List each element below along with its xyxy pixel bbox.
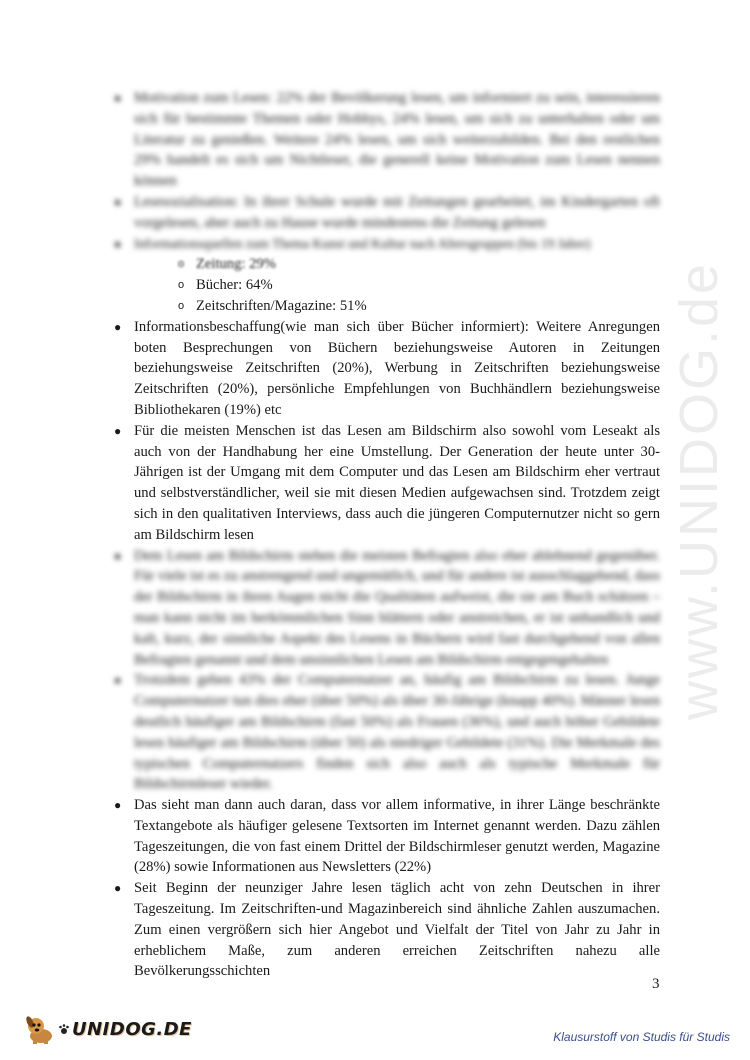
list-item-text: Informationsquellen zum Thema Kunst und Kultur nach Altersgruppen (bis 19 Jahre): [134, 235, 591, 251]
sub-list-item: [174, 275, 660, 296]
list-item-text: Lesesozialisation: In ihrer Schule wurde mit Zeitungen gearbeitet, im Kindergarten oft vorgelesen, aber auch zu Hause wurde mindestens die Zeitung gelesen: [134, 193, 660, 231]
dog-mascot-icon: [24, 1012, 58, 1046]
list-item-bildschirm-lesen: [110, 421, 660, 546]
list-item-text: Das sieht man dann auch daran, dass vor allem informative, in ihrer Länge beschränkte Textangebote als häufiger gelesene Textsorten im Internet genannt werden. Dazu zählen Tageszeitungen, die von fast einem Drittel der Bildschirmleser genutzt werden, Magazine (28%) sowie Informationen aus Newsletters (22%): [134, 797, 660, 876]
list-item-text: Für die meisten Menschen ist das Lesen am Bildschirm also sowohl vom Leseakt als auch von der Handhabung her eine Umstellung. Der Generation der heute unter 30-Jährigen ist der Umgang mit dem Computer und das Lesen am Bildschirm eher vertraut und selbstverständlicher, weil sie mit diesen Medien aufgewachsen sind. Trotzdem zeigt sich in den qualitativen Interviews, dass auch die jüngeren Computernutzer nicht so gern am Bildschirm lesen: [134, 422, 660, 543]
bullet-icon: ●: [114, 236, 122, 251]
sub-item-text: Zeitschriften/Magazine: 51%: [196, 297, 367, 314]
watermark: www.UNIDOG.de: [669, 260, 729, 720]
paw-icon: [58, 1023, 70, 1035]
list-item-lesesozialisation: [110, 192, 660, 234]
sub-list-item: [174, 254, 660, 275]
bullet-icon: ●: [114, 548, 122, 563]
circle-bullet-icon: o: [178, 299, 185, 312]
circle-bullet-icon: o: [178, 279, 185, 292]
list-item-motivation: [110, 88, 660, 192]
list-item-text: Informationsbeschaffung(wie man sich über Bücher informiert): Weitere Anregungen boten Besprechungen von Büchern beziehungsweise Autoren in Zeitungen beziehungsweise Zeitschriften (20%), Werbung in Zeitschriften beziehungsweise Zeitschriften (20%), persönliche Empfehlungen von Buchhändlern beziehungsweise Bibliothekaren (19%) etc: [134, 318, 660, 418]
list-item-textsorten: [110, 795, 660, 878]
bullet-icon: ●: [114, 673, 122, 688]
bullet-icon: ●: [114, 91, 122, 105]
list-item-text: Seit Beginn der neunziger Jahre lesen täglich acht von zehn Deutschen in ihrer Tageszeitung. Im Zeitschriften-und Magazinbereich sind ähnliche Zahlen auszumachen. Zum einen vergrößern sich hier Angebot und Vielfalt der Titel von Jahr zu Jahr in erheblichem Maße, zum anderen erreichen Zeitschriften nahezu alle Bevölkerungsschichten: [134, 880, 660, 980]
list-item-tageszeitung: [110, 878, 660, 982]
list-item-informationsquellen: [110, 234, 660, 317]
page-number: 3: [652, 976, 660, 992]
unidog-logo: [24, 1012, 192, 1046]
footer-tagline: Klausurstoff von Studis für Studis: [553, 1030, 730, 1044]
bullet-icon: ●: [114, 319, 122, 334]
bullet-icon: ●: [114, 194, 122, 209]
list-item-informationsbeschaffung: [110, 317, 660, 421]
list-item-text: Trotzdem geben 43% der Computernutzer an, häufig am Bildschirm zu lesen. Junge Computernutzer tun dies eher (über 50%) als über 30-Jährige (knapp 40%). Männer lesen deutlich häufiger am Bildschirm (fast 50%) als Frauen (36%), und auch höher Gebildete lesen häufiger am Bildschirm (über 50) als niedriger Gebildete (31%). Die Merkmale des typischen Computernutzers finden sich also auch als typische Merkmale für Bildschirmleser wieder.: [134, 672, 660, 793]
bullet-icon: ●: [114, 881, 122, 896]
logo-text: UNIDOG.DE: [72, 1018, 192, 1040]
sub-item-text: Bücher: 64%: [196, 277, 273, 294]
list-item-computernutzer: [110, 670, 660, 795]
list-item-text: Motivation zum Lesen: 22% der Bevölkerung lesen, um informiert zu sein, interessieren sich für bestimmte Themen oder Hobbys, 24% lesen, um sich zu unterhalten oder um Literatur zu genießen. Weitere 24% lesen, um sich weiterzubilden. Bei den restlichen 29% handelt es sich um Nichtleser, die generell keine Motivation zum Lesen nennen können: [134, 90, 660, 190]
page-content: [110, 88, 660, 982]
sub-list-item: [174, 296, 660, 317]
sub-list: [134, 254, 660, 316]
circle-bullet-icon: o: [178, 258, 185, 271]
list-item-ablehnung: [110, 546, 660, 671]
bullet-icon: ●: [114, 423, 122, 438]
sub-item-text: Zeitung: 29%: [196, 256, 276, 273]
list-item-text: Dem Lesen am Bildschirm stehen die meisten Befragten also eher ablehnend gegenüber. Für viele ist es zu anstrengend und ungemütlich, und für andere ist ausschlaggebend, dass der Bildschirm in ihren Augen nicht die Qualitäten aufweist, die sie am Buch schätzen – man kann nicht im herkömmlichen Sinn blättern oder anstreichen, er ist unhandlich und kalt, kurz, der sinnliche Aspekt des Lesens in Büchern wird fast durchgehend von allen Befragten genannt und dem unsinnlichen Lesen am Bildschirm entgegengehalten: [134, 547, 660, 668]
bullet-list: [110, 88, 660, 982]
bullet-icon: ●: [114, 798, 122, 813]
